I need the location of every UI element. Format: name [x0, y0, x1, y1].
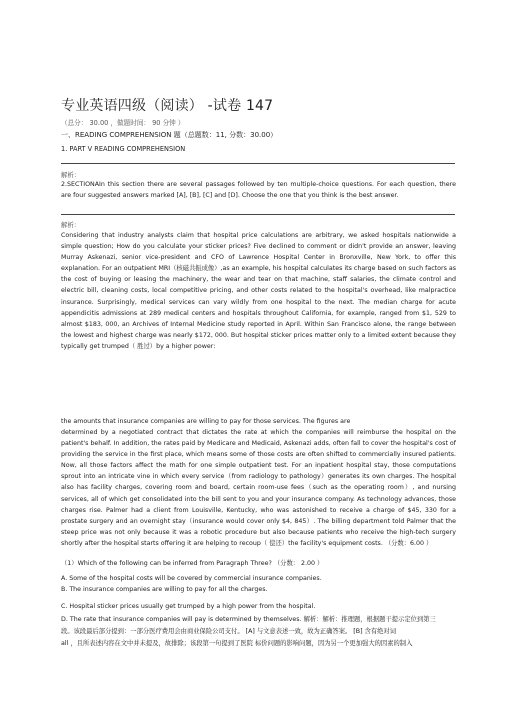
- part-heading: 1. PART V READING COMPREHENSION: [61, 145, 186, 153]
- passage-paragraph-3: determined by a negotiated contract that dictates the rate at which the companies will reimburse the hospital on the patient's behalf. In addition, the rates paid by Medicare and Medicaid, Askenazi adds, often fall to cover the hospital's cost of providing the service in the first place, which means some of those costs are often shifted to commercially insured patients. Now, all those factors affect the math for one simple outpatient test. For an inpatient hospital stay, those computations sprout into an intricate vine in which every service（from radiology to pathology）generates its own charges. The hospital also has facility charges, covering room and board, certain room-use fees（such as the operating room）, and nursing services, all of which get consolidated into the bill sent to you and your insurance company. As technology advances, those charges rise. Palmer had a client from Louisville, Kentucky, who was astonished to receive a charge of $45, 330 for a prostate surgery and an overnight stay（insurance would cover only $4, 845）. The billing department told Palmer that the steep price was not only because it was a robotic procedure but also because patients who receive the high-tech surgery shortly after the hospital starts offering it are helping to recoup（ 偿还）the facility's equipment costs. （分数：6.00 ）: [61, 429, 456, 547]
- divider-line: [61, 163, 455, 164]
- page-title: 专业英语四级（阅读） -试卷 147: [61, 98, 274, 114]
- option-d: D. The rate that insurance companies will pay is determined by themselves. 解析：解析：推理题，根据题干提示定位到第三: [61, 616, 436, 623]
- analysis-label: 解析：: [61, 221, 81, 229]
- divider-line: [61, 214, 455, 215]
- explanation-line: all ，且所表述内容在文中并未提及，故排除；该段第一句提到了医院 标价问题的影响问题，因为另一个更加强大的因素的制入: [61, 640, 413, 647]
- exam-meta: （总分： 30.00 ，做题时间： 90 分钟 ）: [61, 119, 185, 127]
- passage-paragraph-2: the amounts that insurance companies are willing to pay for those services. The figures are: [61, 418, 351, 425]
- explanation-line: 段。该段最后部分提到：一部分医疗费用会由商业保险公司支付。 [A] 与文意表述一致，故为正确答案。 [B] 含有绝对词: [61, 628, 397, 635]
- question-stem: （1）Which of the following can be inferred from Paragraph Three? （分数： 2.00 ）: [61, 560, 324, 567]
- option-c: C. Hospital sticker prices usually get trumped by a high power from the hospital.: [61, 603, 316, 610]
- option-b: B. The insurance companies are willing to pay for all the charges.: [61, 586, 268, 593]
- analysis-label: 解析：: [61, 171, 81, 179]
- section-heading: 一、READING COMPREHENSION 题（总题数：11, 分数：30.00）: [61, 131, 278, 139]
- instructions-paragraph: 2.SECTIONAIn this section there are several passages followed by ten multiple-choice questions. For each question, there are four suggested answers marked [A], [B], [C] and [D]. Choose the one that you think is the best answer.: [61, 181, 456, 199]
- option-a: A. Some of the hospital costs will be covered by commercial insurance companies.: [61, 575, 322, 582]
- passage-paragraph-1: Considering that industry analysts claim that hospital price calculations are arbitrary, we asked hospitals nationwide a simple question; How do you calculate your sticker prices? Five declined to comment or didn't provide an answer, leaving Murray Askenazi, senior vice-president and CFO of Lawrence Hospital Center in Bronxville, New York, to offer this explanation. For an outpatient MRI（核磁共振成像）,as an example, his hospital calculates its charge based on such factors as the cost of buying or leasing the machinery, the wear and tear on that machine, staff salaries, the climate control and electric bill, cleaning costs, local competitive pricing, and other costs related to the hospital's overhead, like malpractice insurance. Surprisingly, medical services can vary wildly from one hospital to the next. The median charge for acute appendicitis admissions at 289 medical centers and hospitals throughout California, for example, ranged from $1, 529 to almost $183, 000, an Archives of Internal Medicine study reported in April. Within San Francisco alone, the range between the lowest and highest charge was nearly $172, 000. But hospital sticker prices matter only to a limited extent because they typically get trumped（ 胜过）by a higher power:: [61, 232, 456, 350]
